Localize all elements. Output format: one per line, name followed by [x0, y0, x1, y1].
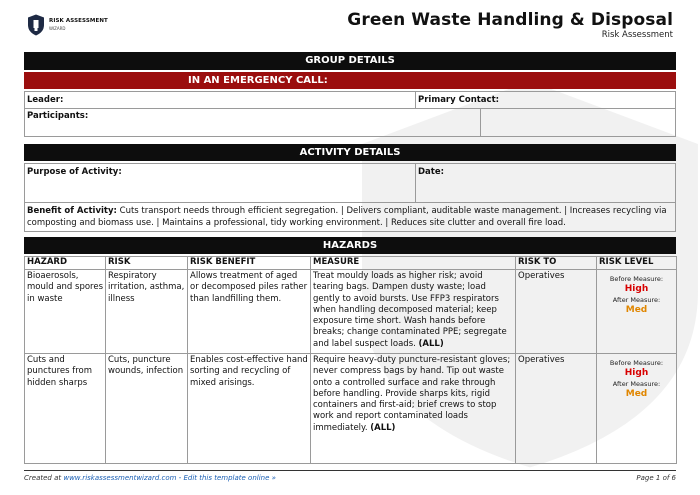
hazards-table [24, 256, 677, 464]
measure-cell [311, 354, 516, 464]
logo-line-2: WIZARD [49, 25, 66, 31]
before-measure-value: High [624, 284, 649, 294]
measure-cell [311, 270, 516, 354]
hazards-heading: HAZARDS [24, 237, 676, 254]
activity-details-heading: ACTIVITY DETAILS [24, 144, 676, 161]
page-header [0, 0, 700, 48]
after-measure-label: After Measure: [612, 296, 661, 304]
before-measure-label: Before Measure: [609, 275, 664, 283]
benefit-cell: Enables cost-effective hand sorting and recycling of mixed arisings. [188, 354, 311, 464]
risk-level-cell [597, 270, 677, 354]
footer-edit-link[interactable]: - Edit this template online » [178, 474, 276, 482]
date-label: Date: [418, 167, 445, 177]
logo-line-1: RISK ASSESSMENT [49, 18, 108, 25]
page-number: Page 1 of 6 [636, 474, 676, 482]
benefit-label: Benefit of Activity: [27, 206, 117, 216]
measure-text: Require heavy-duty puncture-resistant gloves; never compress bags by hand. Tip out waste onto a controlled surface and rake through before handling. Provide sharps kits, rigid containers and first-aid; brief crews to stop work and report contaminated loads immediately. [313, 355, 511, 433]
shield-logo-icon [27, 14, 45, 36]
after-measure-value: Med [625, 389, 648, 399]
benefit-cell: Allows treatment of aged or decomposed piles rather than landfilling them. [188, 270, 311, 354]
col-risk-to: RISK TO [516, 257, 597, 270]
hazard-cell: Bioaerosols, mould and spores in waste [25, 270, 106, 354]
footer-website-link[interactable]: www.riskassessmentwizard.com [63, 474, 177, 482]
hazard-cell: Cuts and punctures from hidden sharps [25, 354, 106, 464]
benefit-text: Cuts transport needs through efficient segregation. | Delivers compliant, auditable waste management. | Increases recycling via composting and biomass use. | Maintains a professional, tidy working environment. | Reduces site clutter and overall fire load. [27, 206, 667, 228]
before-measure-value: High [624, 368, 649, 378]
participants-label: Participants: [27, 111, 89, 121]
col-measure: MEASURE [311, 257, 516, 270]
col-risk-level: RISK LEVEL [597, 257, 677, 270]
purpose-label: Purpose of Activity: [27, 167, 122, 177]
leader-label: Leader: [27, 95, 64, 105]
document-title: Green Waste Handling & Disposal [347, 10, 673, 30]
emergency-call-bar: IN AN EMERGENCY CALL: [24, 72, 676, 89]
group-details-grid [24, 91, 676, 137]
measure-text: Treat mouldy loads as higher risk; avoid tearing bags. Dampen dusty waste; load gently to avoid bursts. Use FFP3 respirators when handling decomposed material; keep exposure time short. Wash hands before breaks; change contaminated PPE; segregate and label suspect loads. [313, 271, 507, 349]
brand-logo [27, 14, 108, 36]
after-measure-label: After Measure: [612, 380, 661, 388]
document-subtitle: Risk Assessment [601, 30, 673, 40]
before-measure-label: Before Measure: [609, 359, 664, 367]
risk-level-cell [597, 354, 677, 464]
table-row [25, 270, 677, 354]
risk-to-cell: Operatives [516, 270, 597, 354]
after-measure-value: Med [625, 305, 648, 315]
hazards-header-row [25, 257, 677, 270]
risk-to-cell: Operatives [516, 354, 597, 464]
benefit-of-activity [27, 205, 673, 229]
group-details-heading: GROUP DETAILS [24, 52, 676, 70]
primary-contact-label: Primary Contact: [418, 95, 500, 105]
risk-cell: Respiratory irritation, asthma, illness [106, 270, 188, 354]
footer-credit [24, 474, 276, 482]
footer-divider [24, 470, 676, 471]
col-hazard: HAZARD [25, 257, 106, 270]
footer-created-at: Created at [24, 474, 62, 482]
activity-details-grid [24, 163, 676, 232]
table-row [25, 354, 677, 464]
col-risk-benefit: RISK BENEFIT [188, 257, 311, 270]
measure-tag: (ALL) [418, 338, 444, 349]
col-risk: RISK [106, 257, 188, 270]
risk-cell: Cuts, puncture wounds, infection [106, 354, 188, 464]
measure-tag: (ALL) [370, 422, 396, 433]
